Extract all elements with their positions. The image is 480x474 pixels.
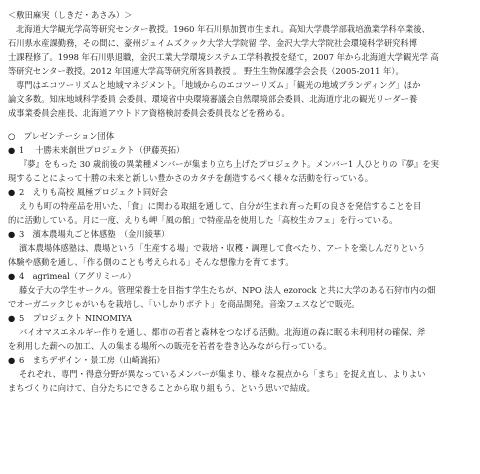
group-item <box>8 143 470 185</box>
bullet-icon: ● <box>8 145 16 155</box>
bio-line: 石川県水産課勤務，その間に、豪州ジェイムズクック大学大学院留 学、金沢大学大学院社会環境科学研究科博 <box>8 38 418 48</box>
group-list <box>8 143 470 395</box>
group-desc-line: を利用した薪への加工、人の集まる場所への販売を若者を巻き込みながら行っている。 <box>8 341 332 351</box>
group-desc-line: 藤女子大の学生サークル。管理栄養士を目指す学生たちが、NPO 法人 ezorock と共に大学のある石狩市内の畑 <box>19 285 436 295</box>
group-title: ● 6 まちデザイン・景工房（山崎嵩拓） <box>8 355 165 365</box>
bio-line: 専門はエコツーリズムと地域マネジメント。「地域からのエコツーリズム」「観光の地域ブランディング」ほか <box>16 80 421 90</box>
group-title: ● 5 プロジェクト NINOMIYA <box>8 313 133 323</box>
group-desc-line: 『夢』をもった 30 歳前後の異業種メンバーが集まり立ち上げたプロジェクト。メンバー1 人ひとりの『夢』を実 <box>19 159 439 169</box>
bio-line: 北海道大学観光学高等研究センター教授。1960 年石川県加賀市生まれ。高知大学農学部栽培漁業学科卒業後、 <box>16 24 430 34</box>
bio-line: 成事業委員会座長、北海道アウトドア資格検討委員会委員長などを務める。 <box>8 108 290 118</box>
bio-line: 論文多数。知床地域科学委員 会委員、環境省中央環境審議会自然環境部会委員、北海道庁北の観光リーダー養 <box>8 94 418 104</box>
group-desc-line: 濱本農場体感塾は、農場という「生産する場」で栽培・収穫・調理して食べたり、アートを楽しんだりという <box>19 243 426 253</box>
group-item <box>8 185 470 227</box>
group-title: ● 3 濱本農場丸ごと体感塾 （金川綾華） <box>8 229 170 239</box>
group-title: ● 2 えりも高校 風極プロジェクト同好会 <box>8 187 168 197</box>
group-desc-line: 的に活動している。月に一度、えりも岬「風の館」で特産品を使用した「高校生カフェ」を行っている。 <box>8 215 398 225</box>
group-desc-line: まちづくりに向けて、自分たちにできることから取り組もう、という思いで結成。 <box>8 383 315 393</box>
profile-name: ＜敷田麻実（しきだ・あさみ）＞ <box>8 10 133 20</box>
profile-bio <box>8 22 470 120</box>
group-desc-line: 現することによって十勝の未来と新しい豊かさのカタチを創造するべく様々な活動を行っている。 <box>8 173 374 183</box>
bio-line: 士課程修了。1998 年石川県退職，金沢工業大学環境システム工学科教授を経て，2007 年から北海道大学観光学 高 <box>8 52 439 62</box>
section-heading: ○ プレゼンテーション団体 <box>8 131 115 141</box>
group-item <box>8 227 470 269</box>
bullet-icon: ● <box>8 271 16 281</box>
group-item <box>8 269 470 311</box>
bullet-icon: ● <box>8 313 16 323</box>
group-desc-line: バイオマスエネルギー作りを通し、都市の若者と森林をつなげる活動。北海道の森に眠る未利用材の確保、斧 <box>19 327 426 337</box>
group-desc-line: でオーガニックじゃがいもを栽培し、「いしかりポテト」を商品開発。音楽フェスなどで販売。 <box>8 299 360 309</box>
group-desc-line: 体験や感動を通し、「作る側のことも考えられる」そんな想像力を育てます。 <box>8 257 294 267</box>
group-item <box>8 353 470 395</box>
group-title: ● 1 十勝未来創世プロジェクト（伊藤英拓） <box>8 145 185 155</box>
group-desc-line: それぞれ、専門・得意分野が異なっているメンバーが集まり、様々な視点から「まち」を捉え直し、よりよい <box>19 369 426 379</box>
bio-line: 等研究センター教授。2012 年国連大学高等研究所客員教授 。 野生生物保護学会会長（2005-2011 年）。 <box>8 66 404 76</box>
bullet-icon: ● <box>8 355 16 365</box>
group-title: ● 4 agrimeal（アグリミール） <box>8 271 136 281</box>
group-desc-line: えりも町の特産品を用いた、「食」に関わる取組を通して、自分が生まれ育った町の良さを発信することを目 <box>19 201 422 211</box>
bullet-icon: ● <box>8 187 16 197</box>
group-item <box>8 311 470 353</box>
bullet-icon: ● <box>8 229 16 239</box>
